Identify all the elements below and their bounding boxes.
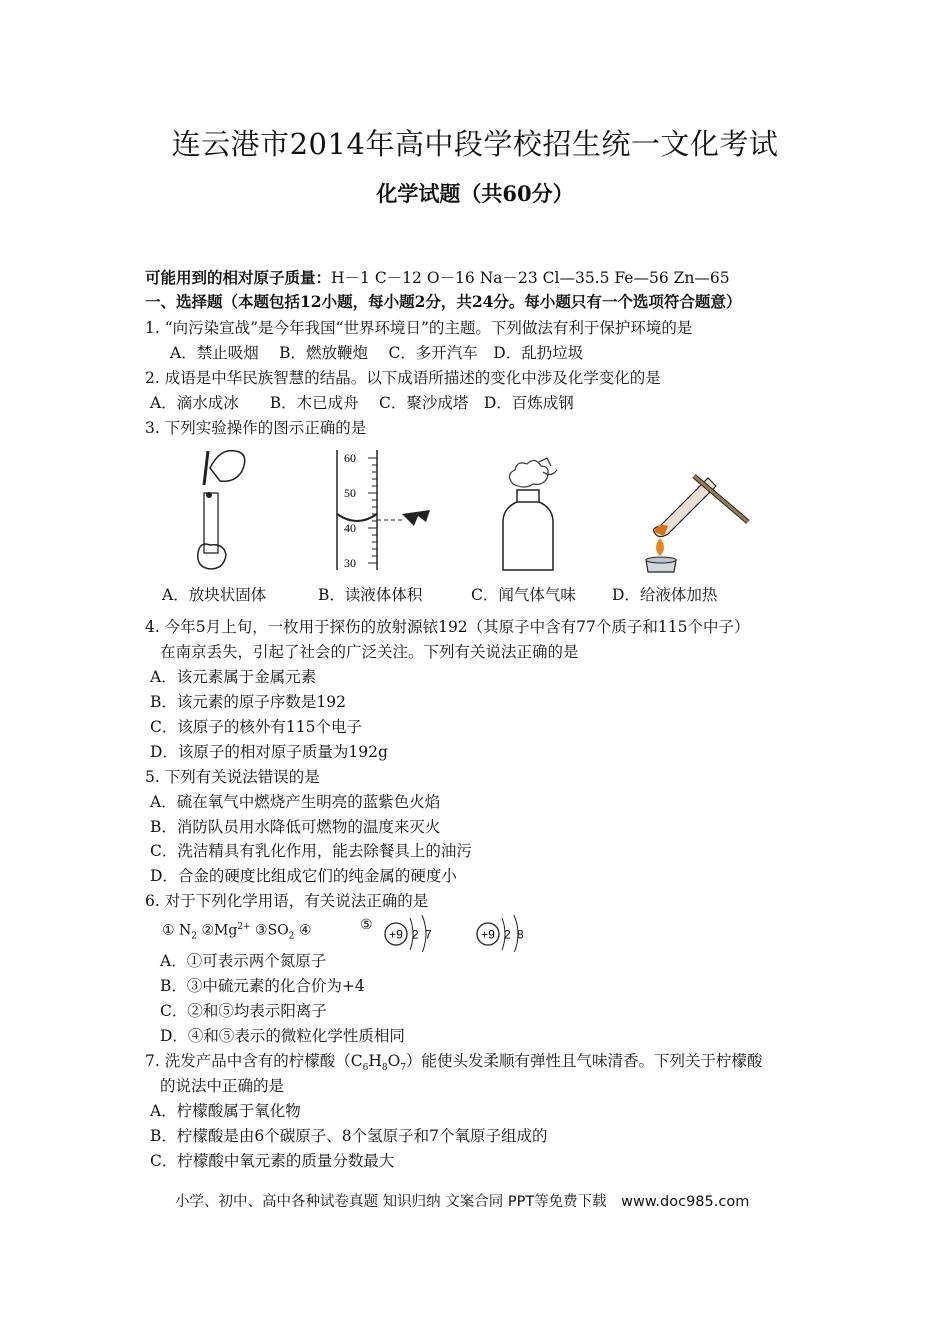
q5-stem: 5. 下列有关说法错误的是 xyxy=(145,768,320,786)
atom1-shell1: 2 xyxy=(412,927,419,942)
q5-option-d: D．合金的硬度比组成它们的纯金属的硬度小 xyxy=(150,867,457,885)
q6-stem: 6. 对于下列化学用语，有关说法正确的是 xyxy=(145,892,429,910)
q7-option-a: A．柠檬酸属于氧化物 xyxy=(150,1102,301,1120)
q7-stem-suffix: ）能使头发柔顺有弹性且气味清香。下列关于柠檬酸 xyxy=(406,1052,763,1070)
figure-d-heat-liquid xyxy=(630,460,755,578)
q3-caption-d: D．给液体加热 xyxy=(612,586,718,604)
page-footer: 小学、初中、高中各种试卷真题 知识归纳 文案合同 PPT等免费下载 www.doc985.com xyxy=(175,1194,750,1210)
q6-option-d: D．④和⑤表示的微粒化学性质相同 xyxy=(160,1027,405,1045)
q7-h: H xyxy=(368,1052,382,1070)
q6-symbol-1: ① N xyxy=(162,922,192,939)
q6-option-a: A．①可表示两个氮原子 xyxy=(160,952,327,970)
q7-stem-prefix: 7. 洗发产品中含有的柠檬酸（C xyxy=(145,1052,363,1070)
q3-caption-c: C．闻气体气味 xyxy=(471,586,576,604)
q4-stem-line2: 在南京丢失，引起了社会的广泛关注。下列有关说法正确的是 xyxy=(160,643,579,661)
figure-c-smell-gas xyxy=(495,452,565,574)
q6-option-c: C．②和⑤均表示阳离子 xyxy=(160,1002,327,1020)
atomic-masses-line xyxy=(145,268,730,288)
q2-stem: 2. 成语是中华民族智慧的结晶。以下成语所描述的变化中涉及化学变化的是 xyxy=(145,369,661,387)
atomic-masses-label: 可能用到的相对原子质量： xyxy=(145,268,332,287)
q6-symbol-3-sub: 2 xyxy=(288,931,295,942)
q6-symbol-2-sup: 2+ xyxy=(237,922,251,932)
q5-option-b: B．消防队员用水降低可燃物的温度来灭火 xyxy=(150,818,441,836)
q4-option-d: D．该原子的相对原子质量为192g xyxy=(150,743,388,761)
q7-h-sub: 8 xyxy=(381,1063,388,1074)
q5-option-c: C．洗洁精具有乳化作用，能去除餐具上的油污 xyxy=(150,842,472,860)
q7-o: O xyxy=(387,1052,401,1070)
q1-options: A．禁止吸烟 B．燃放鞭炮 C．多开汽车 D．乱扔垃圾 xyxy=(170,344,584,362)
q7-stem-line2: 的说法中正确的是 xyxy=(160,1077,285,1095)
q7-c-sub: 6 xyxy=(362,1063,369,1074)
atom-diagram-1 xyxy=(382,910,442,952)
atom2-shell1: 2 xyxy=(504,927,511,942)
q4-option-a: A．该元素属于金属元素 xyxy=(150,668,317,686)
q1-stem: 1. “向污染宣战”是今年我国“世界环境日”的主题。下列做法有利于保护环境的是 xyxy=(145,319,693,337)
figure-b-graduated-cylinder xyxy=(330,448,440,573)
q2-options: A．滴水成冰 B．木已成舟 C．聚沙成塔 D．百炼成钢 xyxy=(150,394,574,412)
q5-option-a: A．硫在氧气中燃烧产生明亮的蓝紫色火焰 xyxy=(150,793,441,811)
q6-symbol-1-sub: 2 xyxy=(191,931,197,942)
atom1-shell2: 7 xyxy=(425,927,432,942)
figure-a-solid-into-tube xyxy=(180,443,260,578)
q6-symbol-2: ②Mg xyxy=(201,922,238,939)
q7-option-c: C．柠檬酸中氧元素的质量分数最大 xyxy=(150,1152,395,1170)
q3-caption-a: A．放块状固体 xyxy=(162,586,267,604)
atom2-nucleus: +9 xyxy=(481,927,495,942)
exam-subtitle: 化学试题（共60分） xyxy=(376,181,574,206)
q7-stem-line1 xyxy=(145,1051,763,1078)
q4-option-c: C．该原子的核外有115个电子 xyxy=(150,718,362,736)
q7-option-b: B．柠檬酸是由6个碳原子、8个氢原子和7个氧原子组成的 xyxy=(150,1127,548,1145)
q4-option-b: B．该元素的原子序数是192 xyxy=(150,693,346,711)
q6-option-b: B．③中硫元素的化合价为+4 xyxy=(160,977,365,995)
cylinder-tick-60: 60 xyxy=(344,451,356,465)
q3-caption-b: B．读液体体积 xyxy=(318,586,423,604)
q6-symbol-3: ③SO xyxy=(255,922,289,939)
atom-diagram-2 xyxy=(474,910,534,952)
atomic-masses-values: H－1 C－12 O－16 Na－23 Cl—35.5 Fe—56 Zn—65 xyxy=(331,269,730,287)
q6-symbol-4: ④ xyxy=(298,922,312,939)
q6-symbol-5: ⑤ xyxy=(360,917,373,933)
cylinder-tick-40: 40 xyxy=(344,521,356,535)
cylinder-tick-50: 50 xyxy=(344,486,356,500)
atom2-shell2: 8 xyxy=(517,927,524,942)
q4-stem-line1: 4. 今年5月上旬，一枚用于探伤的放射源铱192（其原子中含有77个质子和115个中子） xyxy=(145,618,750,636)
cylinder-tick-30: 30 xyxy=(344,556,356,570)
atom1-nucleus: +9 xyxy=(389,927,403,942)
q3-stem: 3. 下列实验操作的图示正确的是 xyxy=(145,419,367,437)
exam-title: 连云港市2014年高中段学校招生统一文化考试 xyxy=(171,127,779,161)
q7-o-sub: 7 xyxy=(400,1063,407,1074)
section1-heading: 一、选择题（本题包括12小题，每小题2分，共24分。每小题只有一个选项符合题意） xyxy=(145,292,742,311)
q6-symbols xyxy=(162,917,311,946)
